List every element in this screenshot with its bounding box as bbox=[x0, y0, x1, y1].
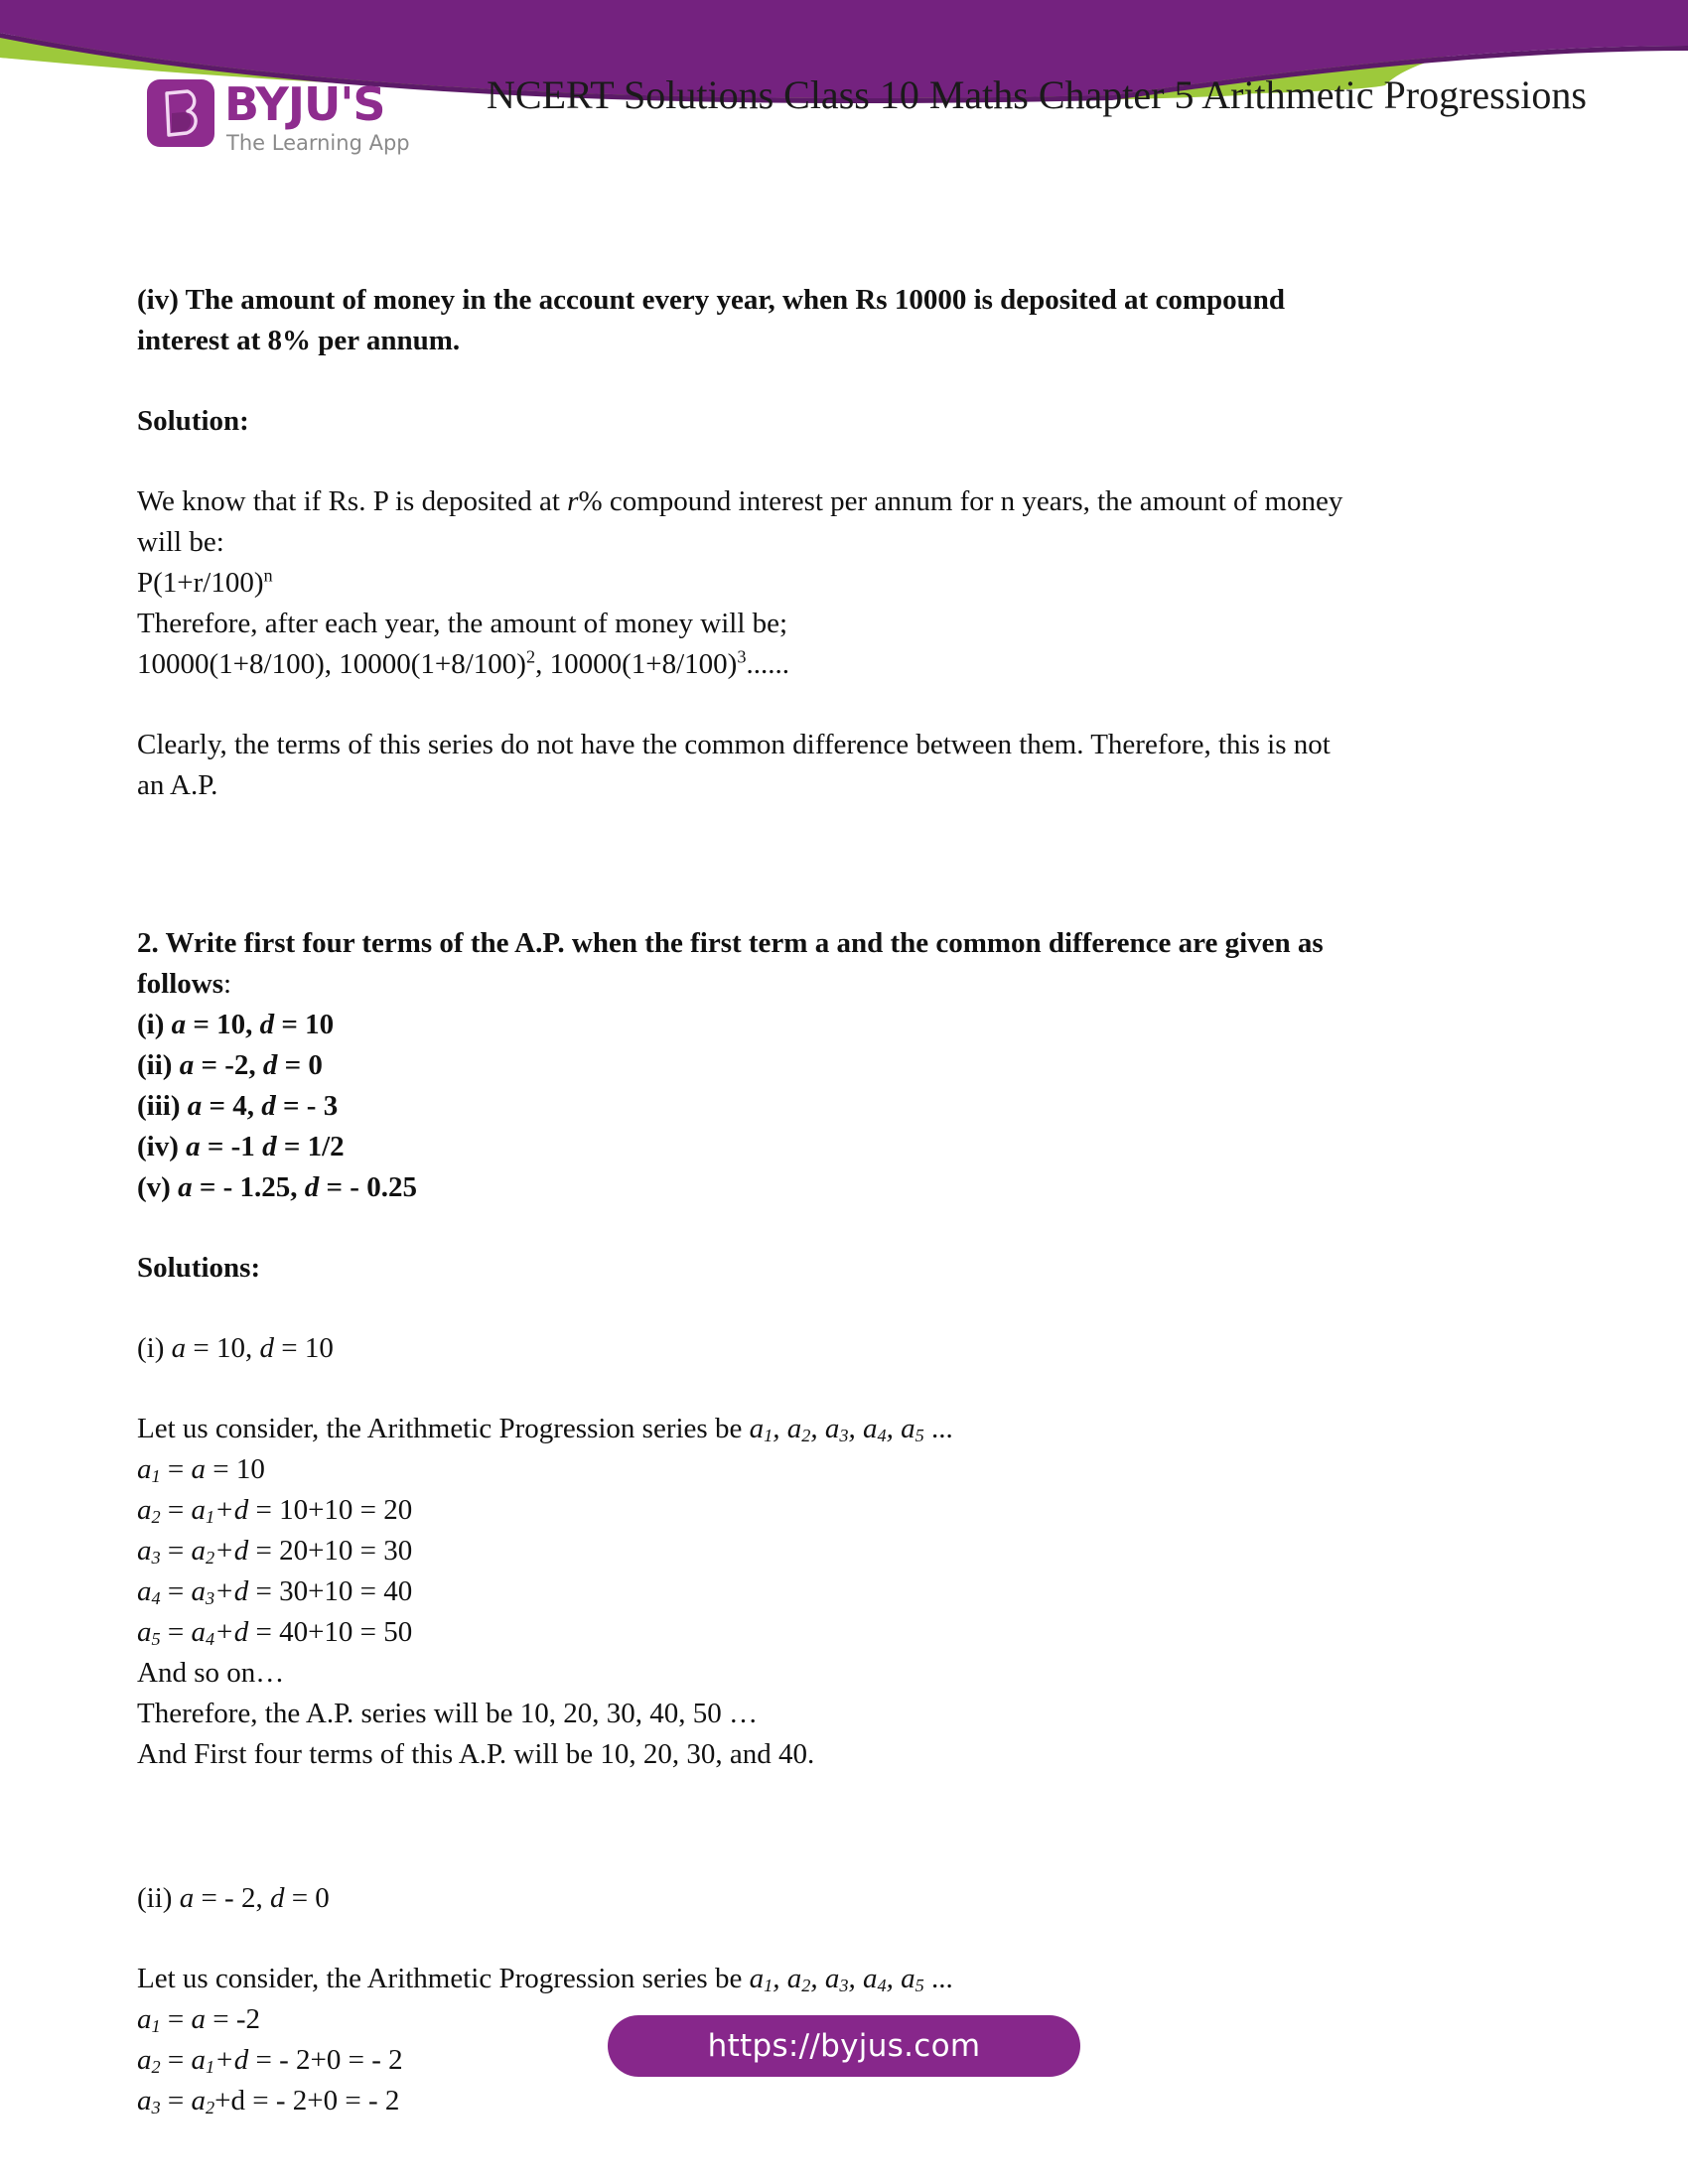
formula-principal bbox=[137, 563, 1547, 604]
series-ellipsis: ...... bbox=[746, 648, 789, 680]
solution-i-header bbox=[137, 1328, 1547, 1369]
eq-lhs: $a_4$ bbox=[137, 1575, 161, 1609]
eq-lhs: $a_2$ bbox=[137, 2044, 161, 2078]
solution-ii-var-a: a bbox=[179, 1882, 195, 1914]
eq-lhs: $a_1$ bbox=[137, 1453, 161, 1487]
document-body bbox=[137, 280, 1547, 2121]
series-intro-text: Let us consider, the Arithmetic Progression series be bbox=[137, 1963, 750, 1994]
item-var-a: a bbox=[171, 1009, 187, 1040]
item-var-d: d bbox=[262, 1131, 277, 1162]
term-a5: $a_5$ bbox=[901, 1963, 924, 1996]
question-1-iv-line1: (iv) The amount of money in the account every year, when Rs 10000 is deposited at compound bbox=[137, 284, 1285, 316]
question-2-line2 bbox=[137, 964, 1547, 1005]
compound-interest-explanation-line1 bbox=[137, 481, 1547, 522]
item-var-a: a bbox=[187, 1090, 203, 1122]
solution-ii-series-intro bbox=[137, 1959, 1547, 1999]
term-a2: $a_2$ bbox=[786, 1413, 811, 1446]
term-a4: $a_4$ bbox=[862, 1963, 887, 1996]
solution-i-first-four: And First four terms of this A.P. will be 10, 20, 30, and 40. bbox=[137, 1738, 815, 1770]
byjus-tagline: The Learning App bbox=[226, 131, 410, 155]
solution-ii-equation: $a_3 = a_2+d$ = - 2+0 = - 2 bbox=[137, 2085, 400, 2118]
item-value-d: = - 3 bbox=[275, 1090, 339, 1122]
solution-i-var-a: a bbox=[171, 1332, 187, 1364]
item-value-a: = 4, bbox=[202, 1090, 262, 1122]
term-a3: $a_3$ bbox=[824, 1413, 849, 1446]
solution-i-var-d: d bbox=[259, 1332, 274, 1364]
byjus-wordmark: BYJU'S bbox=[224, 77, 385, 131]
series-intro-text: Let us consider, the Arithmetic Progression series be bbox=[137, 1413, 750, 1444]
solution-ii-value-a: = - 2, bbox=[194, 1882, 270, 1914]
eq-lhs: $a_2$ bbox=[137, 1494, 161, 1528]
conclusion-line1: Clearly, the terms of this series do not have the common difference between them. Therefore, this is not bbox=[137, 729, 1331, 760]
solution-i-series-intro bbox=[137, 1409, 1547, 1449]
eq-rhs: $a_2+d$ bbox=[191, 1535, 249, 1569]
eq-lhs: $a_3$ bbox=[137, 1535, 161, 1569]
eq-rhs-partial: $a_2$ bbox=[191, 2085, 215, 2118]
explanation-text-a: We know that if Rs. P is deposited at bbox=[137, 485, 568, 517]
term-a1: $a_1$ bbox=[749, 1963, 774, 1996]
eq-rhs: $a_3+d$ bbox=[191, 1575, 249, 1609]
eq-lhs: $a_5$ bbox=[137, 1616, 161, 1650]
item-label: (i) bbox=[137, 1009, 172, 1040]
solution-i-equation: $a_5 = a_4+d = 40+10 = 50$ bbox=[137, 1616, 413, 1650]
item-value-d: = - 0.25 bbox=[319, 1171, 417, 1203]
eq-lhs: $a_3$ bbox=[137, 2085, 161, 2118]
solution-i-equation: $a_4 = a_3+d = 30+10 = 40$ bbox=[137, 1575, 413, 1609]
term-a1: $a_1$ bbox=[749, 1413, 774, 1446]
item-value-d: = 10 bbox=[274, 1009, 335, 1040]
solution-ii-header bbox=[137, 1878, 1547, 1919]
series-intro-ellipsis: ... bbox=[923, 1413, 953, 1444]
question-2-item bbox=[137, 1127, 1547, 1167]
series-intro-ellipsis: ... bbox=[923, 1963, 953, 1994]
page-title: NCERT Solutions Class 10 Maths Chapter 5 Arithmetic Progressions bbox=[487, 72, 1587, 117]
solution-i-series-result: Therefore, the A.P. series will be 10, 20, 30, 40, 50 … bbox=[137, 1698, 759, 1729]
byjus-url-label: https://byjus.com bbox=[707, 2028, 981, 2064]
question-2-item bbox=[137, 1167, 1547, 1208]
compound-interest-explanation-line2: will be: bbox=[137, 526, 224, 558]
term-a3: $a_3$ bbox=[824, 1963, 849, 1996]
item-value-d: = 0 bbox=[277, 1049, 323, 1081]
eq-lhs: $a_1$ bbox=[137, 2003, 161, 2037]
series-part-a: 10000(1+8/100), 10000(1+8/100) bbox=[137, 648, 526, 680]
item-label: (v) bbox=[137, 1171, 179, 1203]
eq-var-a: a bbox=[191, 1453, 206, 1485]
item-value-d: = 1/2 bbox=[276, 1131, 345, 1162]
solution-ii-value-d: = 0 bbox=[284, 1882, 330, 1914]
eq-rhs: $a_1+d$ bbox=[191, 1494, 249, 1528]
item-var-a: a bbox=[179, 1049, 195, 1081]
formula-principal-exponent: n bbox=[263, 565, 273, 586]
solution-i-equation: $a_3 = a_2+d = 20+10 = 30$ bbox=[137, 1535, 413, 1569]
series-exponent-2: 2 bbox=[525, 646, 536, 667]
term-a4: $a_4$ bbox=[862, 1413, 887, 1446]
question-2-item bbox=[137, 1086, 1547, 1127]
eq-var-a: a bbox=[191, 2003, 206, 2035]
solution-i-label: (i) bbox=[137, 1332, 172, 1364]
question-2-follows-label: follows bbox=[137, 968, 223, 1000]
solution-i-equation: $a_2 = a_1+d = 10+10 = 20$ bbox=[137, 1494, 413, 1528]
term-a5: $a_5$ bbox=[901, 1413, 924, 1446]
series-term-list: $a_1$, $a_2$, $a_3$, $a_4$, $a_5$ bbox=[749, 1963, 924, 1996]
solution-ii-var-d: d bbox=[269, 1882, 285, 1914]
conclusion-line2: an A.P. bbox=[137, 769, 218, 801]
item-label: (ii) bbox=[137, 1049, 180, 1081]
solutions-heading: Solutions: bbox=[137, 1252, 261, 1284]
byjus-logo bbox=[147, 77, 445, 167]
item-value-a: = -1 bbox=[200, 1131, 263, 1162]
eq-rhs: $a_1+d$ bbox=[191, 2044, 249, 2078]
solution-i-value-a: = 10, bbox=[186, 1332, 260, 1364]
formula-principal-base: P(1+r/100) bbox=[137, 567, 264, 599]
solution-ii-equation: $a_1 = a = -2$ bbox=[137, 2003, 261, 2037]
term-a2: $a_2$ bbox=[786, 1963, 811, 1996]
therefore-after-each-year: Therefore, after each year, the amount of money will be; bbox=[137, 608, 788, 639]
series-exponent-3: 3 bbox=[737, 646, 747, 667]
byjus-b-logo-icon bbox=[147, 79, 214, 147]
explanation-text-b: % compound interest per annum for n years, the amount of money bbox=[578, 485, 1343, 517]
question-2-line1: 2. Write first four terms of the A.P. when the first term a and the common difference are given as bbox=[137, 927, 1324, 959]
item-value-a: = 10, bbox=[186, 1009, 260, 1040]
item-var-d: d bbox=[262, 1049, 278, 1081]
byjus-url-button[interactable] bbox=[608, 2015, 1080, 2077]
series-term-list: $a_1$, $a_2$, $a_3$, $a_4$, $a_5$ bbox=[749, 1413, 924, 1446]
item-label: (iii) bbox=[137, 1090, 188, 1122]
series-part-b: , 10000(1+8/100) bbox=[535, 648, 738, 680]
item-value-a: = - 1.25, bbox=[192, 1171, 305, 1203]
question-1-iv-line2: interest at 8% per annum. bbox=[137, 325, 461, 356]
solution-ii-equation: $a_2 = a_1+d$ = - 2+0 = - 2 bbox=[137, 2044, 403, 2078]
variable-r: r bbox=[567, 485, 579, 517]
item-var-d: d bbox=[304, 1171, 320, 1203]
item-label: (iv) bbox=[137, 1131, 187, 1162]
question-2-item bbox=[137, 1005, 1547, 1045]
item-var-d: d bbox=[259, 1009, 275, 1040]
question-2-item bbox=[137, 1045, 1547, 1086]
solution-heading: Solution: bbox=[137, 405, 249, 437]
item-var-d: d bbox=[261, 1090, 276, 1122]
question-2-colon: : bbox=[223, 968, 232, 1000]
solution-i-value-d: = 10 bbox=[273, 1332, 334, 1364]
compound-series bbox=[137, 644, 1547, 685]
eq-rhs: $a_4+d$ bbox=[191, 1616, 249, 1650]
solution-ii-label: (ii) bbox=[137, 1882, 180, 1914]
and-so-on: And so on… bbox=[137, 1657, 285, 1689]
item-var-a: a bbox=[178, 1171, 193, 1203]
item-var-a: a bbox=[186, 1131, 201, 1162]
solution-i-equation: $a_1 = a = 10$ bbox=[137, 1453, 265, 1487]
item-value-a: = -2, bbox=[194, 1049, 263, 1081]
